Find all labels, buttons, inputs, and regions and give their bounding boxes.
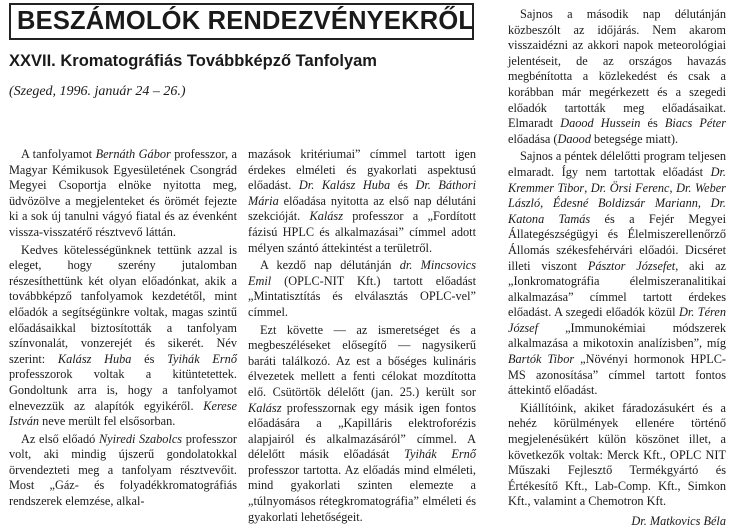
paragraph: Kedves kötelességünknek tettünk azzal is eleget, hogy szerény jutalomban részesíthettünk két olyan előadónkat, akik a továbbképző tanfolyamok kezdetétől, mint előadók a segítségünkre voltak, magas szintű előadásaikkal biztosították a tanfolyam színvonalát, vonzerejét és sikerét. Név szerint: Kalász Huba és Tyihák Ernő professzorok voltak a kitüntetettek. Gondoltunk arra is, hogy a tanfolyamot elnevezzük az alapítók egyikéről. Kerese István neve merült fel elsősorban. [9, 242, 237, 429]
italic-name: Édesné Boldizsár Mariann [552, 196, 698, 211]
text-column-3 [508, 7, 726, 528]
paragraph: Sajnos a második nap délutánján közbeszólt az időjárás. Nem akarom visszaidézni az akkori napok meteorológiai jelentéseit, de az országos havazás megbénította a közlekedést és csak a korábban már megérkezett és a szegedi előadók tartották meg előadásaikat. Elmaradt Daood Hussein és Biacs Péter előadása (Daood betegsége miatt). [508, 7, 726, 146]
italic-name: Dr. Örsi Ferenc [590, 180, 670, 195]
article-title: XXVII. Kromatográfiás Továbbképző Tanfolyam [9, 52, 377, 70]
paragraph: Sajnos a péntek délelőtti program teljesen elmaradt. Így nem tartottak előadást Dr. Kremmer Tibor, Dr. Örsi Ferenc, Dr. Weber László, Édesné Boldizsár Mariann, Dr. Katona Tamás és a Fejér Megyei Állategészségügyi és Élelmiszerellenőrző Állomás székesfehérvári előadói. Dicséret illeti viszont Pásztor Józsefet, aki az „Ionkromatográfia élelmiszeranalitikai alkalmazása” címmel tartott érdekes előadást. A szegedi előadók közül Dr. Téren József „Immunokémiai módszerek alkalmazása a mikotoxin analízisben”, míg Bartók Tibor „Növényi hormonok HPLC-MS azonosítása” címmel tartott fontos áttekintő előadást. [508, 149, 726, 398]
italic-name: Tyihák Ernő [167, 351, 237, 366]
text-column-1 [9, 147, 237, 520]
italic-name: Tyihák Ernő [404, 447, 476, 462]
italic-name: Kalász Huba [57, 351, 132, 366]
italic-name: Dr. Téren József [508, 305, 726, 335]
italic-name: Pásztor Józsefet [587, 258, 676, 273]
italic-name: Bartók Tibor [508, 352, 575, 367]
paragraph: Az első előadó Nyiredi Szabolcs professzor volt, aki mindig újszerű gondolatokkal örvendezteti meg a tanfolyam résztvevőit. Most „Gáz- és folyadékkromatográfiás rendszerek elemzése, alkal- [9, 431, 238, 509]
italic-name: Daood Hussein [560, 116, 641, 131]
italic-name: Dr. Kremmer Tibor [508, 164, 726, 195]
italic-name: dr. Mincsovics Emil [248, 258, 476, 288]
paragraph: A tanfolyamot Bernáth Gábor professzor, a Magyar Kémikusok Egyesületének Csongrád Megyei Csoportja elnöke nyitotta meg, üdvözölve a megjelenteket és örömét fejezte ki a sok új tanulni vágyó fiatal és az évenként vissza-visszatérő résztvevő láttán. [9, 147, 237, 239]
italic-name: Nyiredi Szabolcs [98, 431, 183, 446]
section-banner: BESZÁMOLÓK RENDEZVÉNYEKRŐL [9, 3, 474, 40]
italic-name: Dr. Báthori Mária [248, 178, 476, 208]
paragraph: A kezdő nap délutánján dr. Mincsovics Emil (OPLC-NIT Kft.) tartott előadást „Mintatisztítás és elválasztás OPLC-vel” címmel. [248, 258, 476, 319]
italic-name: Kerese István [9, 398, 237, 429]
italic-name: Daood [557, 131, 591, 146]
italic-name: Dr. Katona Tamás [508, 196, 726, 226]
paragraph: mazások kritériumai” címmel tartott igen érdekes elméleti és gyakorlati aspektusú előadást. Dr. Kalász Huba és Dr. Báthori Mária előadása nyitotta az első nap délutáni szekcióját. Kalász professzor a „Fordított fázisú HPLC és alkalmazásai” címmel adott mélyen szántó áttekintést a területről. [248, 147, 477, 255]
paragraph: Kiállítóink, akiket fáradozásukért és a nehéz körülmények ellenére történő megjelenésükért külön köszönet illet, a következők voltak: Merck Kft., OPLC NIT Műszaki Fejlesztő Termékgyártó és Értékesítő Kft., Lab-Comp. Kft., Simkon Kft., valamint a Chemotron Kft. [508, 400, 726, 509]
article-dateline: (Szeged, 1996. január 24 – 26.) [9, 84, 186, 99]
italic-name: Kalász [248, 400, 282, 415]
italic-name: Biacs Péter [664, 116, 726, 131]
italic-name: Kalász [309, 209, 344, 224]
italic-name: Dr. Weber László [508, 180, 726, 211]
italic-name: Dr. Kalász Huba [298, 178, 391, 193]
italic-name: Bernáth Gábor [95, 147, 171, 161]
paragraph: Ezt követte — az ismeretséget és a megbeszéléseket elősegítő — nagysikerű baráti találkozó. Az est a bőséges kulináris élvezetek mellett a fenti célokat mozdította elő. Csütörtök délelőtt (jan. 25.) került sor Kalász professzornak egy másik igen fontos előadására a „Kapilláris elektroforézis alapjairól és alkalmazásáról” címmel. A délelőtt másik előadását Tyihák Ernő professzor tartotta. Az előadás mind elméleti, mind gyakorlati szinten elemezte a „túlnyomásos rétegkromatográfia” elméleti és gyakorlati lehetőségeit. [248, 322, 476, 524]
author-signature: Dr. Matkovics Béla [631, 514, 726, 528]
text-column-2 [248, 147, 477, 524]
